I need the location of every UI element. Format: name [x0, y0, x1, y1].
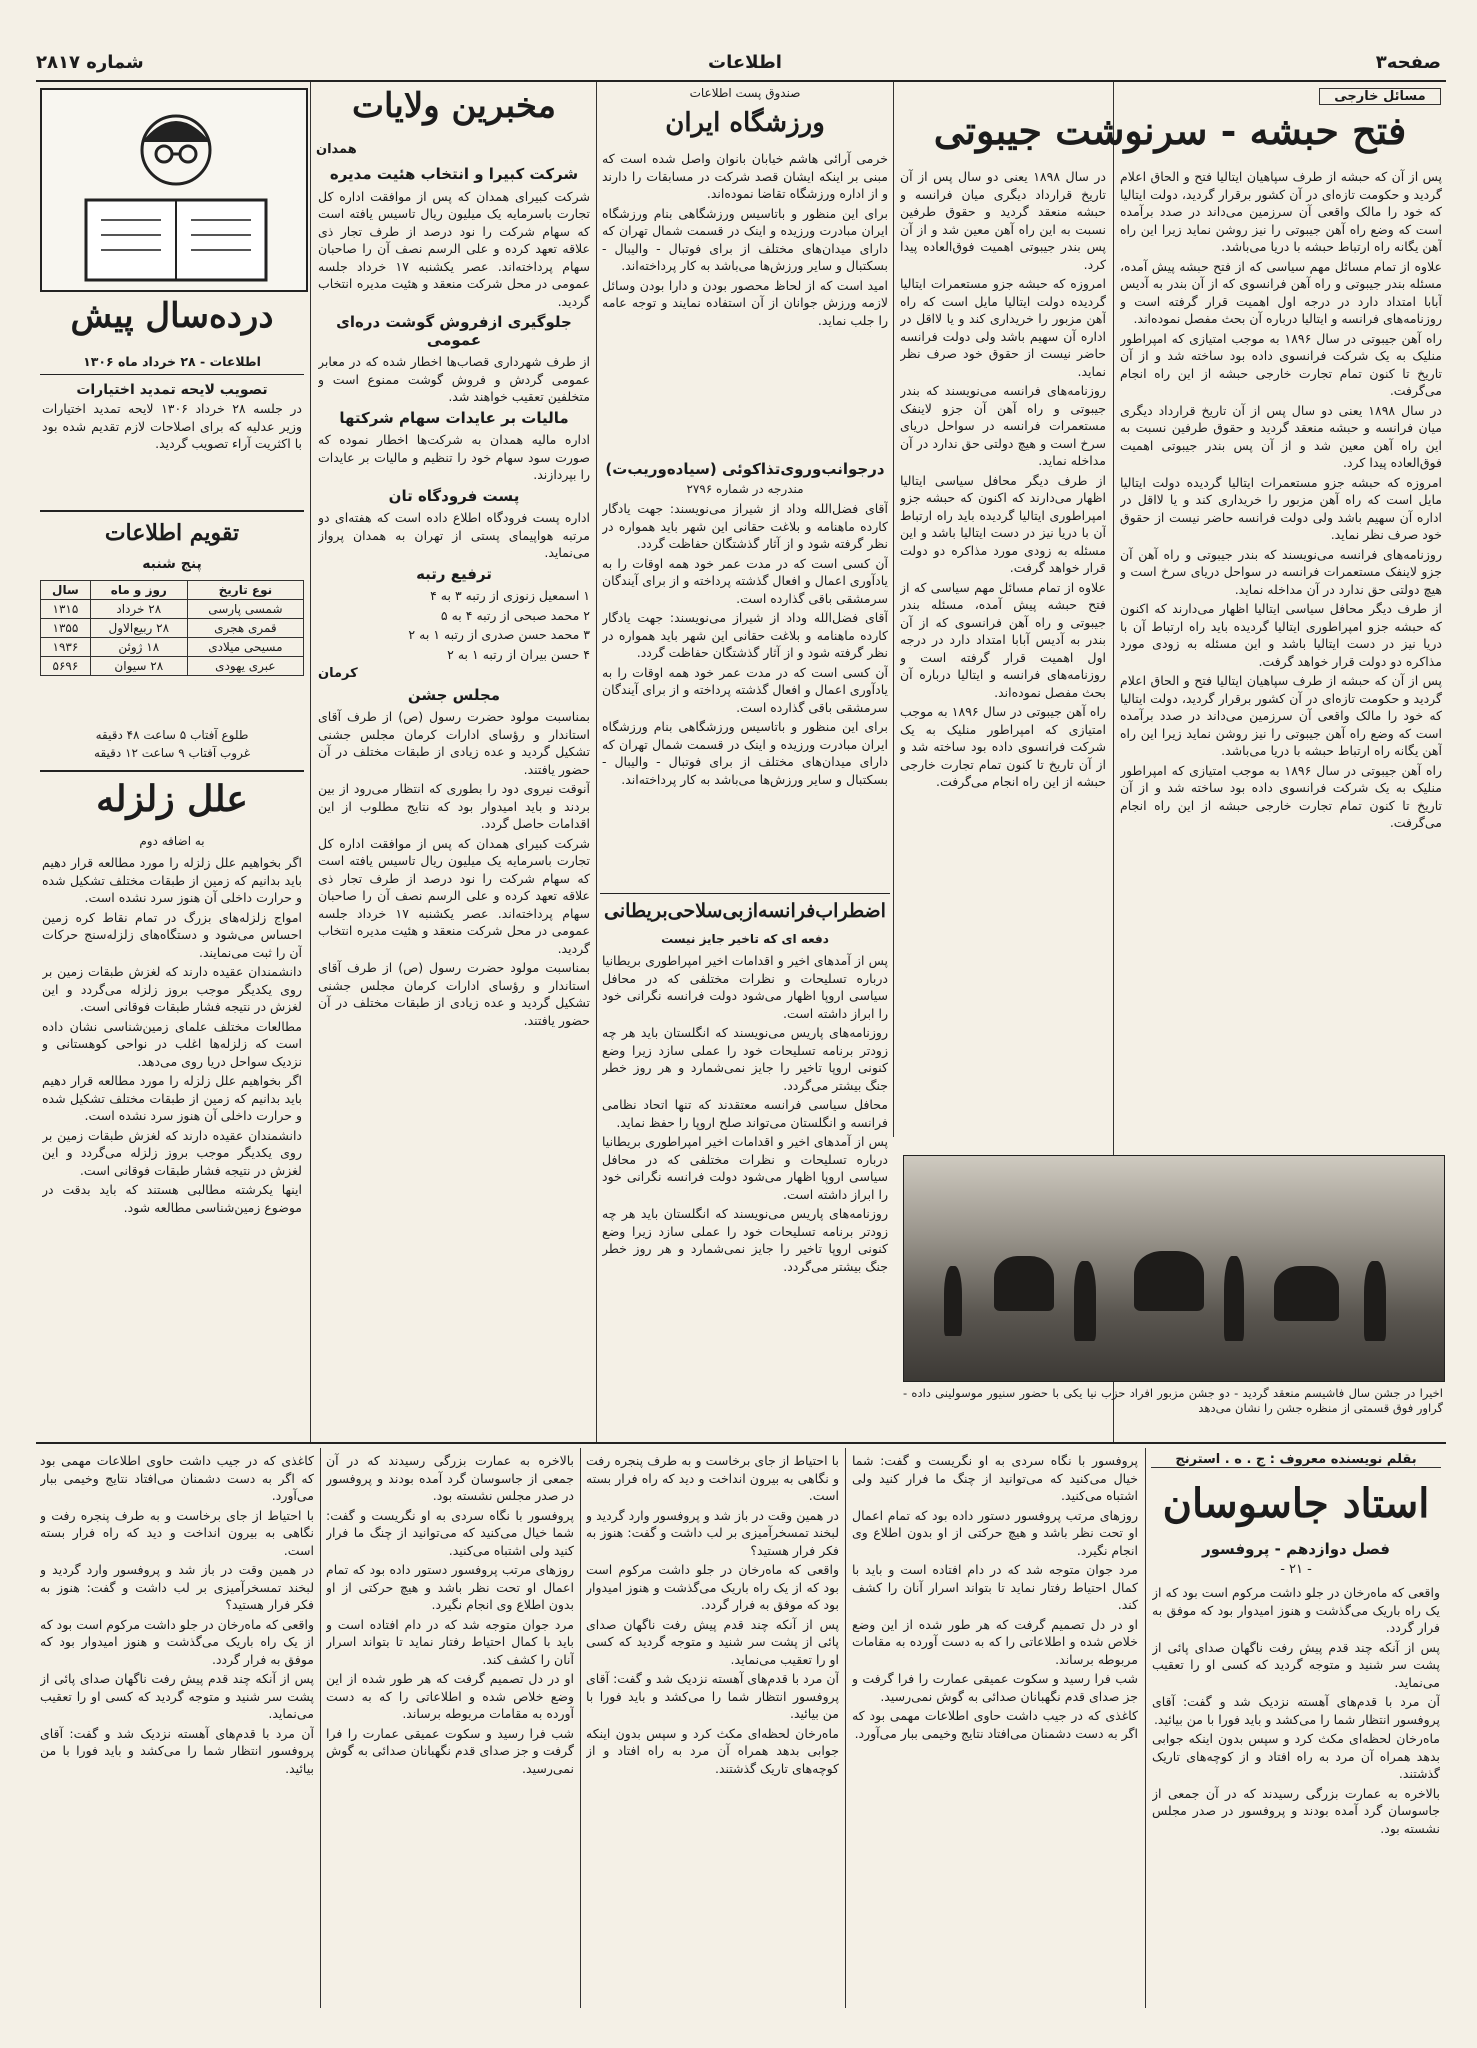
column-header: روز و ماه	[90, 581, 187, 600]
mailbox-label: صندوق پست اطلاعات	[689, 86, 801, 100]
paragraph: از طرف دیگر محافل سیاسی ایتالیا اظهار می‌دارند که اکنون که حبشه جزو امپراطوری ایتالیا گردیده باید راه ارتباط آن با دریا نیز در دست ایتالیا باشد و این مسئله به زودی مورد مذاکره دو دولت قرار خواهد گرفت.	[1120, 601, 1442, 669]
table-row	[41, 619, 304, 638]
paragraph: آن کسی است که در مدت عمر خود همه اوقات را به یادآوری اعمال و افعال گذشته پرداخته و از برای آیندگان سرمشقی باقی گذارده است.	[602, 555, 888, 606]
column-divider	[845, 1448, 846, 2008]
paragraph: پس از آن که حبشه از طرف سپاهیان ایتالیا فتح و الحاق اعلام گردید و حکومت تازه‌ای در آن کشور برقرار گردید، دولت ایتالیا که خود را مالک واقعی آن سرزمین می‌داند در صدد برآمده است که وضع راه آهن جیبوتی را نیز روشن نماید زیرا این راه آهن یگانه راه ارتباط حبشه با دریا می‌باشد.	[1120, 673, 1442, 758]
foreign-column-right	[1120, 168, 1442, 1148]
paragraph: شرکت کبیرای همدان که پس از موافقت اداره کل تجارت باسرمایه یک میلیون ریال تاسیس یافته است که سهام شرکت را نود درصد از طرف تجار ذی علاقه تعهد کرده و علی الرسم نصف آن را صاحبان سهام پرداخته‌اند. عصر یکشنبه ۱۷ خرداد جلسه عمومی در محل شرکت منعقد و هئیت مدیره انتخاب گردید.	[318, 835, 590, 956]
paragraph: بمناسبت مولود حضرت رسول (ص) از طرف آقای استاندار و رؤسای ادارات کرمان مجلس جشنی تشکیل گردید و عده زیادی از طبقات مختلف در آن حضور یافتند.	[318, 960, 590, 1028]
section-rule	[40, 374, 304, 375]
paragraph: محافل سیاسی فرانسه معتقدند که تنها اتحاد نظامی فرانسه و انگلستان می‌تواند صلح اروپا را حفظ نماید.	[602, 1097, 888, 1130]
paragraph: واقعی که ماه‌رخان در جلو داشت مرکوم است بود که از یک راه باریک می‌گذشت و هنوز امیدوار بود که موفق به فرار گردد.	[586, 1562, 839, 1612]
cartoon-illustration	[40, 88, 308, 292]
paragraph: برای این منظور و باتاسیس ورزشگاهی بنام ورزشگاه ایران مبادرت ورزیده و اینک در قسمت شمال تهران که دارای میدان‌های مختلف از برای فوتبال - والیبال - بسکتبال و سایر ورزش‌ها می‌باشد به کار پرداخته‌اند.	[602, 205, 888, 273]
item-title: پست فرودگاه تان	[388, 486, 520, 505]
serial-author: بقلم نویسنده معروف : ج . ه . استرنج	[1151, 1452, 1441, 1468]
paragraph: اداره پست فرودگاه اطلاع داده است که هفته‌ای دو مرتبه هواپیمای پستی از تهران به همدان پرواز می‌نماید.	[318, 510, 590, 560]
photo-figure	[1364, 1261, 1386, 1341]
paragraph: امید است که از لحاظ محصور بودن و دارا بودن وسائل لازمه ورزش جوانان از آن استفاده نمایند و توجه عامه را جلب نماید.	[602, 277, 888, 328]
paragraph: روزهای مرتب پروفسور دستور داده بود که تمام اعمال او تحت نظر باشد و هیچ حرکتی از او بدون اطلاع وی انجام نگیرد.	[852, 1507, 1138, 1558]
list-item: ۲ محمد صبحی از رتبه ۴ به ۵	[440, 607, 590, 623]
paragraph: در سال ۱۸۹۸ یعنی دو سال پس از آن تاریخ قرارداد دیگری میان فرانسه و حبشه منعقد گردید و حقوق طرفین نسبت به این راه آهن معین شد و از آن پس بندر جیبوتی اهمیت فوق‌العاده پیدا کرد.	[1120, 402, 1442, 470]
calendar-title: تقویم اطلاعات	[104, 520, 240, 546]
history-body	[42, 400, 302, 480]
paragraph: ماه‌رخان لحظه‌ای مکث کرد و سپس بدون اینکه جوابی بدهد همراه آن مرد به راه افتاد و از کوچه‌های تاریک گذشتند.	[1152, 1731, 1440, 1781]
photo-caption: اخیرا در جشن سال فاشیسم منعقد گردید - دو جشن مزبور افراد حزب نیا یکی با حضور سنیور موسولینی داده - گراور فوق قسمتی از منظره جشن را نشان می‌دهد	[903, 1386, 1443, 1415]
table-row	[41, 657, 304, 676]
paragraph: علاوه از تمام مسائل مهم سیاسی که از فتح حبشه پیش آمده، مسئله بندر جیبوتی و راه آهن فرانسوی که از آن بندر به آدیس آبابا امتداد دارد در درجه اول اهمیت قرار گرفته است و روزنامه‌های فرانسه و ایتالیا درباره آن بحث مفصل نموده‌اند.	[900, 579, 1106, 700]
paragraph: پس از آنکه چند قدم پیش رفت ناگهان صدای پائی از پشت سر شنید و متوجه گردید که کسی او را تعقیب می‌نماید.	[586, 1616, 839, 1667]
paragraph: آن کسی است که در مدت عمر خود همه اوقات را به یادآوری اعمال و افعال گذشته پرداخته و از برای آیندگان سرمشقی باقی گذارده است.	[602, 664, 888, 715]
sub-kicker: مندرجه در شماره ۲۷۹۶	[686, 482, 804, 496]
paragraph: آقای فضل‌الله وداد از شیراز می‌نویسند: جهت یادگار کارده ماهنامه و بلاغت حقانی این شهر باید همواره در نظر گرفته شود و از آثار گذشتگان حفاظت گردد.	[602, 501, 888, 551]
paragraph: علاوه از تمام مسائل مهم سیاسی که از فتح حبشه پیش آمده، مسئله بندر جیبوتی و راه آهن فرانسوی که از آن بندر به آدیس آبابا امتداد دارد در درجه اول اهمیت قرار گرفته است و روزنامه‌های فرانسه و ایتالیا درباره آن بحث مفصل نموده‌اند.	[1120, 258, 1442, 326]
calendar-table	[40, 580, 304, 676]
paragraph: در همین وقت در باز شد و پروفسور وارد گردید و لبخند تمسخرآمیزی بر لب داشت و گفت: هنوز به فکر فرار هستید؟	[586, 1507, 839, 1558]
column-divider	[596, 82, 597, 1442]
paragraph: پروفسور با نگاه سردی به او نگریست و گفت: شما خیال می‌کنید که می‌توانید از چنگ ما فرار کنید ولی اشتباه می‌کنید.	[326, 1507, 574, 1558]
calendar-weekday: پنج شنبه	[142, 556, 202, 572]
photo-figure	[1074, 1261, 1096, 1341]
fold-rule	[36, 1442, 1446, 1444]
item-title: مجلس جشن	[407, 685, 501, 704]
paragraph: شرکت کبیرای همدان که پس از موافقت اداره کل تجارت باسرمایه یک میلیون ریال تاسیس یافته است که سهام شرکت را نود درصد از طرف تجار ذی علاقه تعهد کرده و علی الرسم نصف آن را صاحبان سهام پرداخته‌اند. عصر یکشنبه ۱۷ خرداد جلسه عمومی در محل شرکت منعقد و هئیت مدیره انتخاب گردید.	[318, 188, 590, 309]
city-label: کرمان	[318, 666, 358, 681]
masthead-name: اطلاعات	[708, 52, 782, 73]
paragraph: آن مرد با قدم‌های آهسته نزدیک شد و گفت: آقای پروفسور انتظار شما را می‌کشد و باید فورا با من بیائید.	[586, 1671, 839, 1721]
paragraph: در سال ۱۸۹۸ یعنی دو سال پس از آن تاریخ قرارداد دیگری میان فرانسه و حبشه منعقد گردید و حقوق طرفین نسبت به این راه آهن معین شد و از آن پس بندر جیبوتی اهمیت فوق‌العاده پیدا کرد.	[900, 169, 1106, 272]
section-label: مسائل خارجی	[1319, 88, 1441, 105]
paragraph: راه آهن جیبوتی در سال ۱۸۹۶ به موجب امتیازی که امپراطور منلیک به یک شرکت فرانسوی داده بود ساخته شد و از آن تاریخ تا کنون تمام تجارت خارجی حبشه از این راه انجام می‌گرفت.	[1120, 762, 1442, 830]
list-item: ۱ اسمعیل زنوزی از رتبه ۳ به ۴	[430, 588, 590, 603]
sub-body	[602, 500, 888, 890]
table-cell: شمسی پارسی	[187, 600, 303, 619]
table-cell: ۱۸ ژوئن	[90, 638, 187, 657]
table-cell: ۱۹۳۶	[41, 638, 91, 657]
paragraph: برای این منظور و باتاسیس ورزشگاهی بنام ورزشگاه ایران مبادرت ورزیده و اینک در قسمت شمال تهران که دارای میدان‌های مختلف از برای فوتبال - والیبال - بسکتبال و سایر ورزش‌ها می‌باشد به کار پرداخته‌اند.	[602, 719, 888, 787]
paragraph: پس از آمدهای اخیر و اقدامات اخیر امپراطوری بریطانیا درباره تسلیحات و نظرات مختلفی که در محافل سیاسی اروپا اظهار می‌شود دولت فرانسه نگرانی خود را ابراز داشته است.	[602, 953, 888, 1021]
paragraph: از طرف شهرداری قصاب‌ها اخطار شده که در معابر عمومی گردش و فروش گوشت ممنوع است و متخلفین تعقیب خواهند شد.	[318, 354, 590, 404]
table-cell: قمری هجری	[187, 619, 303, 638]
history-subtitle: تصویب لایحه تمدید اختیارات	[76, 382, 268, 398]
calendar-table-wrap	[40, 580, 304, 676]
paragraph: امروزه که حبشه جزو مستعمرات ایتالیا گردیده دولت ایتالیا مایل است که راه آهن مزبور را خریداری کند و یا لااقل در اداره آن سهیم باشد ولی دولت فرانسه حاضر نیست از حقوق خود صرف نظر نماید.	[900, 276, 1106, 379]
paragraph: راه آهن جیبوتی در سال ۱۸۹۶ به موجب امتیازی که امپراطور منلیک به یک شرکت فرانسوی داده بود ساخته شد و از آن تاریخ تا کنون تمام تجارت خارجی حبشه از این راه انجام می‌گرفت.	[1120, 330, 1442, 398]
serial-column-4	[326, 1452, 574, 2008]
paragraph: امروزه که حبشه جزو مستعمرات ایتالیا گردیده دولت ایتالیا مایل است که راه آهن مزبور را خریداری کند و یا لااقل در اداره آن سهیم باشد ولی دولت فرانسه حاضر نیست از حقوق خود صرف نظر نماید.	[1120, 474, 1442, 542]
paragraph: امواج زلزله‌های بزرگ در تمام نقاط کره زمین احساس می‌شود و دستگاه‌های زلزله‌سنج حرکات آن را ثبت می‌نمایند.	[42, 909, 302, 960]
provinces-headline: مخبرین ولایات	[352, 86, 556, 126]
paragraph: او در دل تصمیم گرفت که هر طور شده از این وضع خلاص شده و اطلاعاتی را که به دست آورده به مقامات مربوطه برساند.	[326, 1671, 574, 1721]
history-headline: درده‌سال پیش	[70, 296, 274, 336]
sport-headline: ورزشگاه ایران	[665, 108, 825, 138]
issue-number: شماره ۲۸۱۷	[36, 52, 144, 73]
paragraph: پس از آن که حبشه از طرف سپاهیان ایتالیا فتح و الحاق اعلام گردید و حکومت تازه‌ای در آن کشور برقرار گردید، دولت ایتالیا که خود را مالک واقعی آن سرزمین می‌داند در صدد برآمده است که وضع راه آهن جیبوتی را نیز روشن نماید زیرا این راه آهن یگانه راه ارتباط حبشه با دریا می‌باشد.	[1120, 169, 1442, 254]
paragraph: کاغذی که در جیب داشت حاوی اطلاعات مهمی بود که اگر به دست دشمنان می‌افتاد نتایج وخیمی ببار می‌آورد.	[852, 1708, 1138, 1741]
paragraph: اگر بخواهیم علل زلزله را مورد مطالعه قرار دهیم باید بدانیم که زمین از طبقات مختلف تشکیل شده و حرارت داخلی آن هنوز سرد نشده است.	[42, 1073, 302, 1123]
earthquake-kicker: به اضافه دوم	[139, 834, 205, 848]
column-divider	[1145, 1448, 1146, 2008]
table-row	[41, 600, 304, 619]
sunrise-time: طلوع آفتاب ۵ ساعت ۴۸ دقیقه	[95, 728, 249, 742]
header-rule	[36, 80, 1446, 82]
table-header-row	[41, 581, 304, 600]
item-title: جلوگیری ازفروش گوشت دره‌ای عمومی	[336, 313, 572, 349]
sport-body	[602, 150, 888, 450]
paragraph: پروفسور با نگاه سردی به او نگریست و گفت: شما خیال می‌کنید که می‌توانید از چنگ ما فرار کنید ولی اشتباه می‌کنید.	[852, 1453, 1138, 1503]
paragraph: در جلسه ۲۸ خرداد ۱۳۰۶ لایحه تمدید اختیارات وزیر عدلیه که برای اصلاحات لازم تقدیم شده بود با اکثریت آراء تصویب گردید.	[42, 401, 302, 451]
serial-column-5	[40, 1452, 314, 2008]
paragraph: واقعی که ماه‌رخان در جلو داشت مرکوم است بود که از یک راه باریک می‌گذشت و هنوز امیدوار بود که موفق به فرار گردد.	[1152, 1585, 1440, 1635]
paragraph: روزنامه‌های پاریس می‌نویسند که انگلستان باید هر چه زودتر برنامه تسلیحات خود را عملی سازد زیرا وضع کنونی اروپا تاخیر را جایز نمی‌شمارد و هر روز خطر جنگ بیشتر می‌گردد.	[602, 1025, 888, 1093]
city-label: همدان	[316, 142, 357, 157]
earthquake-headline: علل زلزله	[96, 778, 248, 820]
table-cell: ۲۸ سیوان	[90, 657, 187, 676]
section-rule	[40, 770, 304, 772]
serial-number: - ۲۱ -	[1280, 1562, 1312, 1577]
paragraph: مطالعات مختلف علمای زمین‌شناسی نشان داده است که زلزله‌ها اغلب در نواحی کوهستانی و نزدیک سواحل دریا روی می‌دهد.	[42, 1018, 302, 1069]
paragraph: بمناسبت مولود حضرت رسول (ص) از طرف آقای استاندار و رؤسای ادارات کرمان مجلس جشنی تشکیل گردید و عده زیادی از طبقات مختلف در آن حضور یافتند.	[318, 709, 590, 777]
table-cell: ۲۸ خرداد	[90, 600, 187, 619]
column-header: نوع تاریخ	[187, 581, 303, 600]
foreign-column-left	[900, 168, 1106, 1148]
paragraph: در همین وقت در باز شد و پروفسور وارد گردید و لبخند تمسخرآمیزی بر لب داشت و گفت: هنوز به فکر فرار هستید؟	[40, 1562, 314, 1612]
serial-headline: استاد جاسوسان	[1162, 1480, 1430, 1527]
history-date: اطلاعات - ۲۸ خرداد ماه ۱۳۰۶	[83, 354, 261, 369]
item-title: مالیات بر عایدات سهام شرکتها	[339, 408, 569, 427]
photo-figure	[1134, 1251, 1204, 1311]
item-title: ترفیع رتبه	[416, 564, 492, 583]
table-cell: ۱۳۵۵	[41, 619, 91, 638]
serial-column-2	[852, 1452, 1138, 2008]
serial-column-1	[1152, 1584, 1440, 2008]
paragraph: دانشمندان عقیده دارند که لغزش طبقات زمین بر روی یکدیگر موجب بروز زلزله می‌گردد و این لغزش در نتیجه فشار طبقات فوقانی است.	[42, 964, 302, 1014]
paragraph: خرمی آرائی هاشم خیابان بانوان واصل شده است که مبنی بر اینکه ایشان قصد شرکت در مسابقات را دارند و از اداره ورزشگاه تقاضا نموده‌اند.	[602, 151, 888, 201]
paragraph: آقای فضل‌الله وداد از شیراز می‌نویسند: جهت یادگار کارده ماهنامه و بلاغت حقانی این شهر باید همواره در نظر گرفته شود و از آثار گذشتگان حفاظت گردد.	[602, 610, 888, 660]
paragraph: با احتیاط از جای برخاست و به طرف پنجره رفت و نگاهی به بیرون انداخت و دید که راه فرار بسته است.	[586, 1453, 839, 1503]
photo-figure	[1274, 1266, 1339, 1321]
table-cell: مسیحی میلادی	[187, 638, 303, 657]
paragraph: پس از آمدهای اخیر و اقدامات اخیر امپراطوری بریطانیا درباره تسلیحات و نظرات مختلفی که در محافل سیاسی اروپا اظهار می‌شود دولت فرانسه نگرانی خود را ابراز داشته است.	[602, 1134, 888, 1202]
paragraph: اگر بخواهیم علل زلزله را مورد مطالعه قرار دهیم باید بدانیم که زمین از طبقات مختلف تشکیل شده و حرارت داخلی آن هنوز سرد نشده است.	[42, 855, 302, 905]
table-cell: عبری یهودی	[187, 657, 303, 676]
paragraph: روزنامه‌های فرانسه می‌نویسند که بندر جیبوتی و راه آهن آن جزو لاینفک مستعمرات فرانسه در سواحل دریای سرخ است و هیچ دولتی حق ندارد در آن مداخله نماید.	[1120, 546, 1442, 597]
list-item: ۳ محمد حسن صدری از رتبه ۱ به ۲	[408, 627, 590, 642]
europe-kicker: دفعه ای که تاخیر جایز نیست	[661, 932, 829, 946]
photo-figure	[994, 1256, 1054, 1311]
paragraph: پس از آنکه چند قدم پیش رفت ناگهان صدای پائی از پشت سر شنید و متوجه گردید که کسی او را تعقیب می‌نماید.	[1152, 1639, 1440, 1690]
table-cell: ۵۶۹۶	[41, 657, 91, 676]
section-rule	[40, 510, 304, 512]
section-rule	[600, 893, 890, 894]
paragraph: دانشمندان عقیده دارند که لغزش طبقات زمین بر روی یکدیگر موجب بروز زلزله می‌گردد و این لغزش در نتیجه فشار طبقات فوقانی است.	[42, 1127, 302, 1178]
foreign-headline: فتح حبشه - سرنوشت جیبوتی	[933, 108, 1407, 153]
column-divider	[580, 1448, 581, 2008]
table-cell: ۱۳۱۵	[41, 600, 91, 619]
column-header: سال	[41, 581, 91, 600]
paragraph: شب فرا رسید و سکوت عمیقی عمارت را فرا گرفت و جز صدای قدم نگهبانان صدائی به گوش نمی‌رسید.	[852, 1671, 1138, 1704]
list-item: ۴ حسن بیران از رتبه ۱ به ۲	[447, 646, 590, 662]
paragraph: پس از آنکه چند قدم پیش رفت ناگهان صدای پائی از پشت سر شنید و متوجه گردید که کسی او را تعقیب می‌نماید.	[40, 1671, 314, 1721]
paragraph: با احتیاط از جای برخاست و به طرف پنجره رفت و نگاهی به بیرون انداخت و دید که راه فرار بسته است.	[40, 1507, 314, 1558]
photo-figure	[1224, 1256, 1244, 1341]
column-divider	[893, 82, 894, 1137]
paragraph: مرد جوان متوجه شد که در دام افتاده است و باید با کمال احتیاط رفتار نماید تا بتواند اسرار آنان را کشف کند.	[326, 1616, 574, 1667]
paragraph: ماه‌رخان لحظه‌ای مکث کرد و سپس بدون اینکه جوابی بدهد همراه آن مرد به راه افتاد و از کوچه‌های تاریک گذشتند.	[586, 1725, 839, 1776]
paragraph: کاغذی که در جیب داشت حاوی اطلاعات مهمی بود که اگر به دست دشمنان می‌افتاد نتایج وخیمی ببار می‌آورد.	[40, 1453, 314, 1503]
europe-headline: اضطراب‌فرانسه‌ازبی‌سلاحی‌بریطانی	[604, 900, 886, 922]
serial-kicker: فصل دوازدهم - پروفسور	[1202, 1540, 1390, 1558]
paragraph: از طرف دیگر محافل سیاسی ایتالیا اظهار می‌دارند که اکنون که حبشه جزو امپراطوری ایتالیا گردیده باید راه ارتباط آن با دریا نیز در دست ایتالیا باشد و این مسئله به زودی مورد مذاکره دو دولت قرار خواهد گرفت.	[900, 472, 1106, 575]
provinces-body	[318, 162, 590, 1437]
photo-figure	[944, 1266, 962, 1336]
paragraph: آن مرد با قدم‌های آهسته نزدیک شد و گفت: آقای پروفسور انتظار شما را می‌کشد و باید فورا با من بیائید.	[1152, 1694, 1440, 1727]
paragraph: بالاخره به عمارت بزرگی رسیدند که در آن جمعی از جاسوسان گرد آمده بودند و پروفسور در صدر مجلس نشسته بود.	[1152, 1785, 1440, 1836]
sub-headline: درجوانب‌وروی‌تذاکوئی (سیاده‌وریب‌ت)	[605, 460, 885, 478]
paragraph: او در دل تصمیم گرفت که هر طور شده از این وضع خلاص شده و اطلاعاتی را که به دست آورده به مقامات مربوطه برساند.	[852, 1616, 1138, 1667]
table-row	[41, 638, 304, 657]
column-divider	[320, 1448, 321, 2008]
page-number: صفحه۳	[1375, 52, 1441, 73]
column-divider	[310, 82, 311, 1442]
item-title: شرکت کبیرا و انتخاب هئیت مدیره	[329, 165, 579, 183]
europe-body	[602, 952, 888, 1437]
serial-column-3	[586, 1452, 839, 2008]
paragraph: آنوقت نیروی دود را بطوری که انتظار می‌رود از بین بردند و باید امیدوار بود که نتایج مطلوب از این اقدامات حاصل گردد.	[318, 781, 590, 831]
paragraph: اداره مالیه همدان به شرکت‌ها اخطار نموده که صورت سود سهام خود را تنظیم و مالیات بر عایدات را بپردازند.	[318, 432, 590, 482]
news-photo	[903, 1155, 1445, 1382]
paragraph: واقعی که ماه‌رخان در جلو داشت مرکوم است بود که از یک راه باریک می‌گذشت و هنوز امیدوار بود که موفق به فرار گردد.	[40, 1616, 314, 1667]
paragraph: روزهای مرتب پروفسور دستور داده بود که تمام اعمال او تحت نظر باشد و هیچ حرکتی از او بدون اطلاع وی انجام نگیرد.	[326, 1562, 574, 1612]
paragraph: بالاخره به عمارت بزرگی رسیدند که در آن جمعی از جاسوسان گرد آمده بودند و پروفسور در صدر مجلس نشسته بود.	[326, 1453, 574, 1503]
paragraph: روزنامه‌های پاریس می‌نویسند که انگلستان باید هر چه زودتر برنامه تسلیحات خود را عملی سازد زیرا وضع کنونی اروپا تاخیر را جایز نمی‌شمارد و هر روز خطر جنگ بیشتر می‌گردد.	[602, 1206, 888, 1274]
paragraph: روزنامه‌های فرانسه می‌نویسند که بندر جیبوتی و راه آهن آن جزو لاینفک مستعمرات فرانسه در سواحل دریای سرخ است و هیچ دولتی حق ندارد در آن مداخله نماید.	[900, 383, 1106, 468]
paragraph: شب فرا رسید و سکوت عمیقی عمارت را فرا گرفت و جز صدای قدم نگهبانان صدائی به گوش نمی‌رسید.	[326, 1725, 574, 1776]
reader-icon	[46, 90, 306, 286]
paragraph: اینها یکرشته مطالبی هستند که باید بدقت در موضوع زمین‌شناسی مطالعه شود.	[42, 1182, 302, 1215]
paragraph: مرد جوان متوجه شد که در دام افتاده است و باید با کمال احتیاط رفتار نماید تا بتواند اسرار آنان را کشف کند.	[852, 1562, 1138, 1612]
paragraph: راه آهن جیبوتی در سال ۱۸۹۶ به موجب امتیازی که امپراطور منلیک به یک شرکت فرانسوی داده بود ساخته شد و از آن تاریخ تا کنون تمام تجارت خارجی حبشه از این راه انجام می‌گرفت.	[900, 704, 1106, 789]
earthquake-body	[42, 854, 302, 1437]
paragraph: آن مرد با قدم‌های آهسته نزدیک شد و گفت: آقای پروفسور انتظار شما را می‌کشد و باید فورا با من بیائید.	[40, 1725, 314, 1776]
table-cell: ۲۸ ربیع‌الاول	[90, 619, 187, 638]
sunset-time: غروب آفتاب ۹ ساعت ۱۲ دقیقه	[94, 746, 250, 760]
